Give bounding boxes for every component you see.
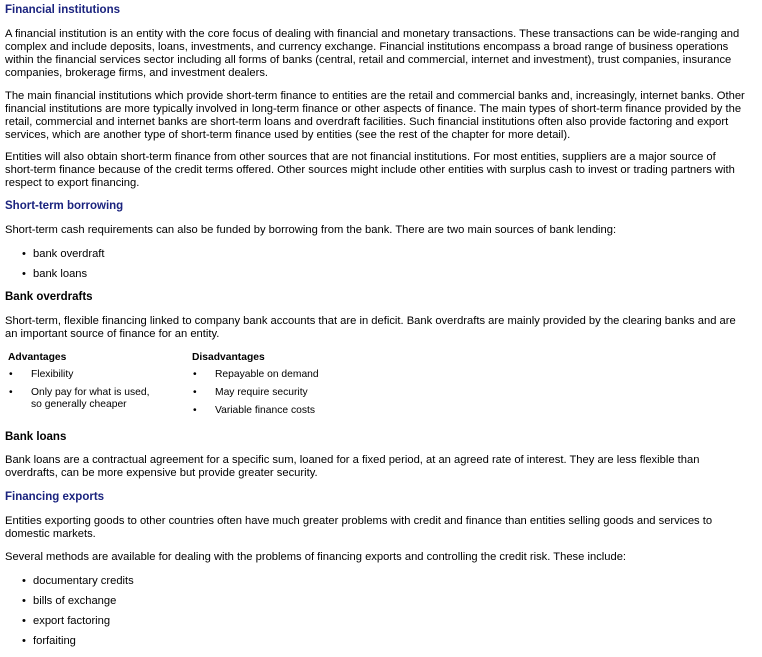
- disadvantage-item: [192, 369, 372, 381]
- bullet-icon: •: [9, 369, 13, 380]
- heading-financial-institutions: Financial institutions: [5, 4, 121, 16]
- paragraph-financial-institution-definition: A financial institution is an entity with the core focus of dealing with financial and monetary transactions. These transactions can be wide-ranging and complex and include deposits, loans, investments, and currency exchange. Financial institutions encompass a broad range of business operations within the financial services sector including all forms of banks (central, retail and commercial, internet and investment), trust companies, insurance companies, brokerage firms, and investment dealers.: [5, 28, 740, 79]
- heading-financing-exports: Financing exports: [5, 491, 105, 503]
- paragraph-export-methods: Several methods are available for dealing with the problems of financing exports and controlling the credit risk. These include:: [5, 551, 627, 563]
- paragraph-exporting-entities: Entities exporting goods to other countries often have much greater problems with credit and finance than entities selling goods and services to domestic markets.: [5, 515, 713, 540]
- bullet-icon: •: [193, 369, 197, 380]
- disadvantage-text: Variable finance costs: [215, 405, 315, 416]
- list-item: • export factoring: [22, 615, 134, 628]
- advantages-header: Advantages: [8, 352, 67, 363]
- bullet-icon: •: [193, 405, 197, 416]
- list-item: • bank loans: [22, 268, 105, 281]
- list-item: • bills of exchange: [22, 595, 134, 608]
- bullet-icon: •: [9, 387, 13, 398]
- list-item: • bank overdraft: [22, 248, 105, 261]
- bullet-icon: •: [193, 387, 197, 398]
- paragraph-other-sources: Entities will also obtain short-term finance from other sources that are not financial institutions. For most entities, suppliers are a major source of short-term finance because of the credit terms offered. Other sources might include other entities with surplus cash to invest or trading partners with respect to export financing.: [5, 151, 735, 189]
- heading-bank-overdrafts: Bank overdrafts: [5, 291, 93, 303]
- advantage-item: [8, 387, 156, 411]
- advantages-column: [8, 352, 178, 417]
- paragraph-short-term-borrowing: Short-term cash requirements can also be funded by borrowing from the bank. There are two main sources of bank lending:: [5, 224, 617, 236]
- heading-short-term-borrowing: Short-term borrowing: [5, 200, 124, 212]
- disadvantages-header: Disadvantages: [192, 352, 265, 363]
- bank-lending-list: [22, 248, 105, 281]
- paragraph-main-financial-institutions: The main financial institutions which provide short-term finance to entities are the retail and commercial banks and, increasingly, internet banks. Other financial institutions are more typically involved in long-term finance or other aspects of finance. The main types of short-term finance provided by the retail, commercial and internet banks are short-term loans and overdraft facilities. Such financial institutions often also provide factoring and export services, which are another type of short-term finance used by entities (see the rest of the chapter for more detail).: [5, 90, 745, 141]
- list-item: • forfaiting: [22, 635, 134, 648]
- list-item: • documentary credits: [22, 575, 134, 588]
- paragraph-bank-overdrafts: Short-term, flexible financing linked to company bank accounts that are in deficit. Bank overdrafts are mainly provided by the clearing banks and are an important source of finance for an entity.: [5, 315, 736, 340]
- disadvantage-text: May require security: [215, 387, 308, 398]
- disadvantage-item: [192, 405, 372, 417]
- advantage-item: [8, 369, 178, 381]
- advantage-text: Only pay for what is used, so generally cheaper: [31, 387, 150, 410]
- disadvantages-column: [192, 352, 372, 423]
- heading-bank-loans: Bank loans: [5, 431, 67, 443]
- disadvantage-text: Repayable on demand: [215, 369, 319, 380]
- paragraph-bank-loans: Bank loans are a contractual agreement for a specific sum, loaned for a fixed period, at an agreed rate of interest. They are less flexible than overdrafts, can be more expensive but provide greater security.: [5, 454, 700, 479]
- export-methods-list: [22, 575, 134, 648]
- advantage-text: Flexibility: [31, 369, 74, 380]
- disadvantage-item: [192, 387, 372, 399]
